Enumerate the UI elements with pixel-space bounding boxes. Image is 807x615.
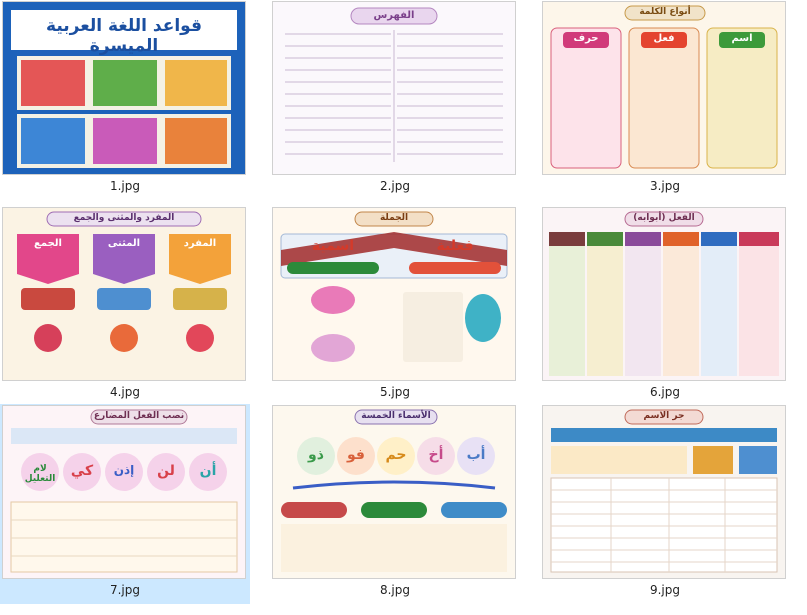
thumbnail-2-title: الفهرس (373, 10, 415, 21)
thumbnail-8-title: الأسماء الخمسة (361, 411, 431, 421)
file-item-8[interactable] (270, 404, 520, 604)
thumbnail-5[interactable] (273, 208, 515, 380)
thumbnail-4-word-1: المفرد (183, 238, 217, 249)
file-item-4[interactable] (0, 206, 250, 406)
file-name-8[interactable]: 8.jpg (379, 583, 411, 597)
thumbnail-9-art (543, 406, 785, 578)
thumbnail-3[interactable] (543, 2, 785, 174)
file-item-5[interactable] (270, 206, 520, 406)
thumbnail-4-art (3, 208, 245, 380)
thumbnail-7-word-2: لن (157, 463, 175, 479)
thumbnail-2-art (273, 2, 515, 174)
thumbnail-8-word-5: ذو (308, 447, 324, 463)
file-name-4[interactable]: 4.jpg (109, 385, 141, 399)
thumbnail-7-title: نصب الفعل المضارع (93, 411, 185, 421)
file-item-2[interactable] (270, 0, 520, 200)
file-item-6[interactable] (540, 206, 790, 406)
thumbnail-2[interactable] (273, 2, 515, 174)
thumbnail-9-title: جر الاسم (643, 411, 685, 421)
thumbnail-7[interactable] (3, 406, 245, 578)
thumbnail-4-title: المفرد والمثنى والجمع (73, 213, 175, 223)
file-item-3[interactable] (540, 0, 790, 200)
thumbnail-7-word-5: لام التعليل (24, 464, 56, 484)
thumbnail-6-art (543, 208, 785, 380)
thumbnail-3-word-1: اسم (731, 33, 753, 44)
thumbnail-3-art (543, 2, 785, 174)
file-name-5[interactable]: 5.jpg (379, 385, 411, 399)
thumbnail-3-word-2: فعل (653, 33, 675, 44)
thumbnail-7-word-4: كي (70, 463, 94, 479)
thumbnail-1-title: قواعد اللغة العربية الميسرة (46, 16, 202, 56)
file-item-9[interactable] (540, 404, 790, 604)
thumbnail-7-art (3, 406, 245, 578)
thumbnail-3-title: أنواع الكلمة (639, 7, 691, 17)
file-name-7[interactable]: 7.jpg (109, 583, 141, 597)
thumbnail-4-word-3: الجمع (34, 238, 62, 249)
thumbnail-4[interactable] (3, 208, 245, 380)
file-item-7[interactable] (0, 404, 250, 604)
thumbnail-5-word-2: اسمية (311, 238, 355, 254)
thumbnail-5-title: الجملة (379, 213, 409, 223)
thumbnail-9[interactable] (543, 406, 785, 578)
thumbnail-6-title: الفعل (أبوابه) (633, 213, 695, 223)
thumbnail-7-word-1: أن (199, 463, 217, 479)
thumbnail-5-art (273, 208, 515, 380)
thumbnail-7-word-3: إذن (113, 463, 135, 477)
thumbnail-8-word-2: أخ (428, 447, 444, 463)
file-item-1[interactable] (0, 0, 250, 200)
thumbnail-8[interactable] (273, 406, 515, 578)
file-name-1[interactable]: 1.jpg (109, 179, 141, 193)
thumbnail-8-word-1: أب (466, 447, 486, 463)
file-name-6[interactable]: 6.jpg (649, 385, 681, 399)
thumbnail-8-word-4: فو (347, 447, 365, 463)
thumbnail-3-word-3: حرف (573, 33, 599, 44)
thumbnail-5-word-1: فعلية (436, 238, 474, 254)
file-name-3[interactable]: 3.jpg (649, 179, 681, 193)
thumbnail-1[interactable] (3, 2, 245, 174)
file-name-9[interactable]: 9.jpg (649, 583, 681, 597)
thumbnail-8-word-3: حم (385, 447, 407, 463)
thumbnail-6[interactable] (543, 208, 785, 380)
file-name-2[interactable]: 2.jpg (379, 179, 411, 193)
thumbnail-4-word-2: المثنى (107, 238, 141, 249)
thumbnail-8-art (273, 406, 515, 578)
